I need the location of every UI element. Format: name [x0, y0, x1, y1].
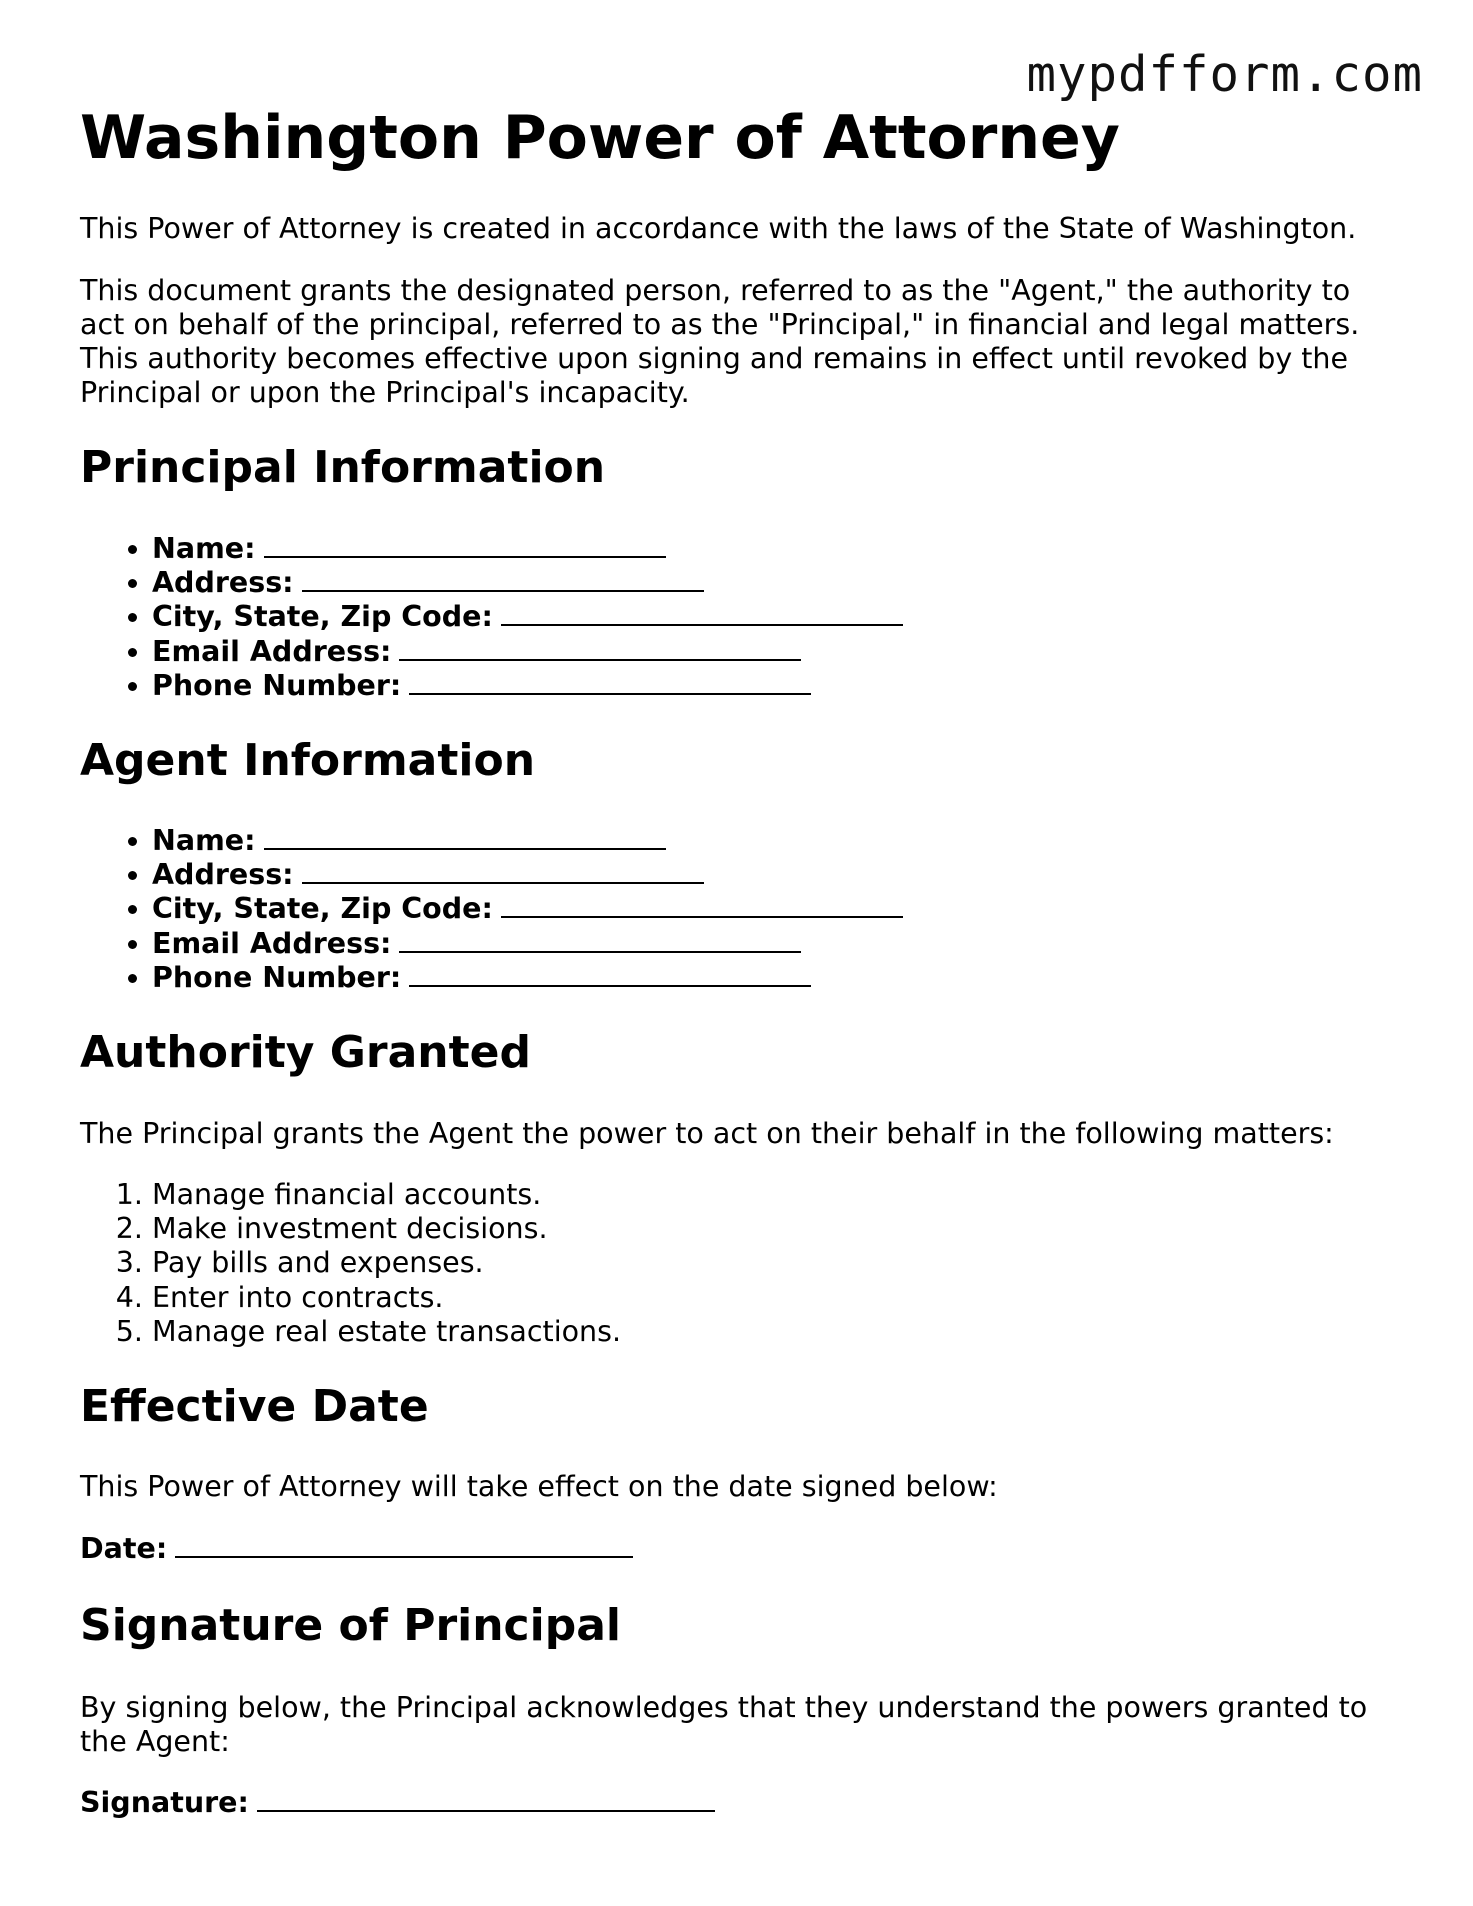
field-label: Phone Number: [152, 960, 402, 994]
field-label: Email Address: [152, 634, 392, 668]
field-label: Address: [152, 566, 294, 600]
authority-item: 2. Make investment decisions. [152, 1212, 621, 1246]
field-label: Phone Number: [152, 668, 402, 702]
document-title: Washington Power of Attorney [80, 103, 1120, 173]
authority-heading: Authority Granted [80, 1027, 531, 1078]
field-label: Name: [152, 824, 256, 857]
principal-email-line[interactable] [399, 635, 801, 661]
principal-address-item [152, 566, 903, 600]
intro-paragraph-2: This document grants the designated person, referred to as the "Agent," the authority to act on behalf of the principal, referred to as the "Principal," in financial and legal matters. This authority becomes effective upon signing and remains in effect until revoked by the Principal or upon the Principal's incapacity. [80, 274, 1360, 409]
authority-text: The Principal grants the Agent the power to act on their behalf in the following matters: [80, 1117, 1334, 1150]
principal-fields [80, 532, 903, 703]
principal-phone-item [152, 669, 903, 703]
field-label: Address: [152, 858, 294, 892]
field-label: City, State, Zip Code: [152, 600, 493, 634]
principal-address-line[interactable] [302, 566, 704, 592]
principal-name-item [152, 532, 903, 566]
signature-heading: Signature of Principal [80, 1600, 621, 1651]
principal-phone-line[interactable] [409, 669, 811, 695]
agent-address-item [152, 858, 903, 892]
effective-heading: Effective Date [80, 1381, 429, 1432]
intro-paragraph-1: This Power of Attorney is created in accordance with the laws of the State of Washington. [80, 212, 1357, 245]
agent-phone-line[interactable] [409, 961, 811, 987]
authority-item: 5. Manage real estate transactions. [152, 1315, 621, 1349]
agent-fields [80, 824, 903, 995]
date-label: Date: [80, 1532, 168, 1565]
agent-city-line[interactable] [501, 892, 903, 918]
agent-email-item [152, 927, 903, 961]
principal-email-item [152, 635, 903, 669]
authority-item: 4. Enter into contracts. [152, 1281, 621, 1315]
agent-email-line[interactable] [399, 927, 801, 953]
authority-item: 3. Pay bills and expenses. [152, 1246, 621, 1280]
principal-heading: Principal Information [80, 442, 606, 493]
agent-heading: Agent Information [80, 735, 536, 786]
agent-phone-item [152, 961, 903, 995]
principal-city-item [152, 600, 903, 634]
signature-line[interactable] [257, 1786, 715, 1812]
agent-city-item [152, 892, 903, 926]
signature-field [80, 1786, 715, 1820]
effective-text: This Power of Attorney will take effect on the date signed below: [80, 1470, 998, 1503]
signature-label: Signature: [80, 1786, 249, 1819]
authority-list [80, 1178, 621, 1349]
field-label: Email Address: [152, 926, 392, 960]
signature-text: By signing below, the Principal acknowledges that they understand the powers granted to the Agent: [80, 1691, 1368, 1758]
principal-name-line[interactable] [264, 532, 666, 558]
authority-item: 1. Manage financial accounts. [152, 1178, 621, 1212]
field-label: City, State, Zip Code: [152, 892, 493, 926]
agent-name-item [152, 824, 903, 858]
field-label: Name: [152, 532, 256, 565]
date-line[interactable] [175, 1532, 633, 1558]
date-field [80, 1532, 633, 1566]
watermark: mypdfform.com [1026, 46, 1423, 103]
principal-city-line[interactable] [501, 600, 903, 626]
agent-name-line[interactable] [264, 824, 666, 850]
agent-address-line[interactable] [302, 858, 704, 884]
